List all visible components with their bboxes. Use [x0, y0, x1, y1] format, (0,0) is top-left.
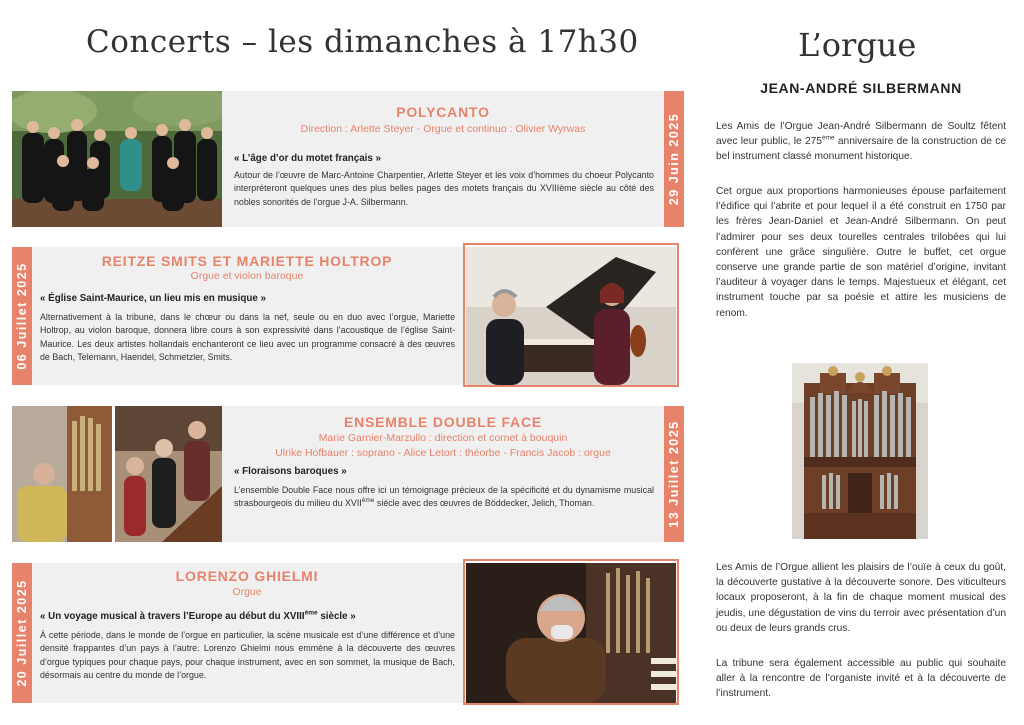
concert-subtitle: Orgue [232, 586, 262, 598]
concert-date: 06 Juillet 2025 [15, 262, 29, 370]
concert-name: REITZE SMITS ET MARIETTE HOLTROP [101, 253, 393, 269]
organ-paragraph-2: Cet orgue aux proportions harmonieuses épouse parfaitement l’édifice qui l’abrite et pour lequel il a été construit en 1750 par les frères Jean-Daniel et Jean-André Silbermann. On peut l’admirer pour ses deux tourelles centrales trilobées qui lui confèrent une grâce singulière. Outre le buffet, cet orgue conserve une grande partie de son matériel d’origine, invitant l’auditeur à voyager dans le temps. Majestueux et élégant, cet instrument touche par sa poésie et attire les musiciens de renom. [716, 186, 1006, 319]
concert-date-bar [664, 406, 684, 542]
concert-date-bar [12, 563, 32, 703]
concert-subtitle: Orgue et violon baroque [190, 270, 304, 282]
organ-photo [792, 363, 928, 539]
concert-description: Autour de l’œuvre de Marc-Antoine Charpentier, Arlette Steyer et les voix d’hommes du choeur Polycanto interpréteront quelques unes des plus belles pages des motets français du XVIIIème siècle au côté des nobles sonorités de l’orgue J-A. Silbermann. [234, 170, 654, 207]
concert-name: POLYCANTO [396, 104, 490, 120]
concert-description: Alternativement à la tribune, dans le chœur ou dans la nef, seule ou en duo avec l’orgue, Mariette Holtrop, au violon baroque, donnera libre cours à son expressivité dans l’acoustique de l’église Saint-Maurice. Les deux artistes hollandais enchanteront ce lieu avec un programme consacré à des œuvres de Bach, Telemann, Haendel, Schmetzler, Smits. [40, 312, 455, 362]
concert-date: 29 Juin 2025 [667, 112, 681, 206]
concerts-title: Concerts – les dimanches à 17h30 [86, 24, 639, 60]
harpsichord-violin-photo [466, 247, 676, 385]
concert-name: ENSEMBLE DOUBLE FACE [343, 414, 542, 430]
organ-paragraph-3: Les Amis de l’Orgue allient les plaisirs de l’ouïe à ceux du goût, la découverte gustative à la découverte sonore. Des viticulteurs locaux proposeront, à la fin de chaque moment musical des jeudis, une dégustation de vins du terroir avec présentation d’un ou deux de leurs grands crus. [716, 562, 1006, 634]
organ-heading: JEAN-ANDRÉ SILBERMANN [760, 80, 962, 96]
concert-date: 20 Juillet 2025 [15, 579, 29, 687]
concert-description: L’ensemble Double Face nous offre ici un témoignage précieux de la spécificité et du dynamisme musical strasbourgeois du milieu du XVIIème siècle avec des œuvres de Böddecker, Jelich, Thoman. [234, 485, 654, 509]
concert-subtitle-2: Ulrike Hofbauer : soprano - Alice Letort : théorbe - Francis Jacob : orgue [275, 447, 611, 459]
concert-date-bar [664, 91, 684, 227]
concert-subtitle: Marie Garnier-Marzullo : direction et cornet à bouquin [318, 432, 568, 444]
concert-subtitle: Direction : Arlette Steyer - Orgue et continuo : Olivier Wyrwas [300, 123, 586, 135]
concert-theme: « Église Saint-Maurice, un lieu mis en musique » [40, 293, 266, 304]
ensemble-photo [12, 406, 222, 542]
concert-date: 13 Juillet 2025 [667, 420, 681, 528]
organist-photo [466, 563, 676, 703]
concert-date-bar [12, 247, 32, 385]
organ-paragraph-4: La tribune sera également accessible au public qui souhaite aller à la rencontre de l’organiste invité et à la découverte de l’instrument. [716, 658, 1006, 700]
concert-description: À cette période, dans le monde de l’orgue en particulier, la scène musicale est d’une différence et d’une densité frappantes d’un pays à l’autre. Lorenzo Ghielmi nous emmène à la découverte des œuvres d’orgue typiques pour chaque pays, pour chaque instrument, avec en son sommet, la musique de Bach, désormais au centre du monde de l’orgue. [40, 630, 455, 680]
concert-theme: « Floraisons baroques » [234, 466, 347, 477]
concert-theme: « L’âge d’or du motet français » [234, 153, 381, 164]
choir-photo [12, 91, 222, 227]
concert-name: LORENZO GHIELMI [175, 568, 319, 584]
organ-paragraph-1: Les Amis de l’Orgue Jean-André Silbermann de Soultz fêtent avec leur public, le 275ème anniversaire de la construction de ce bel instrument classé monument historique. [716, 121, 1006, 163]
concert-theme: « Un voyage musical à travers l’Europe au début du XVIIIème siècle » [40, 609, 356, 622]
orgue-title: L’orgue [798, 26, 917, 64]
